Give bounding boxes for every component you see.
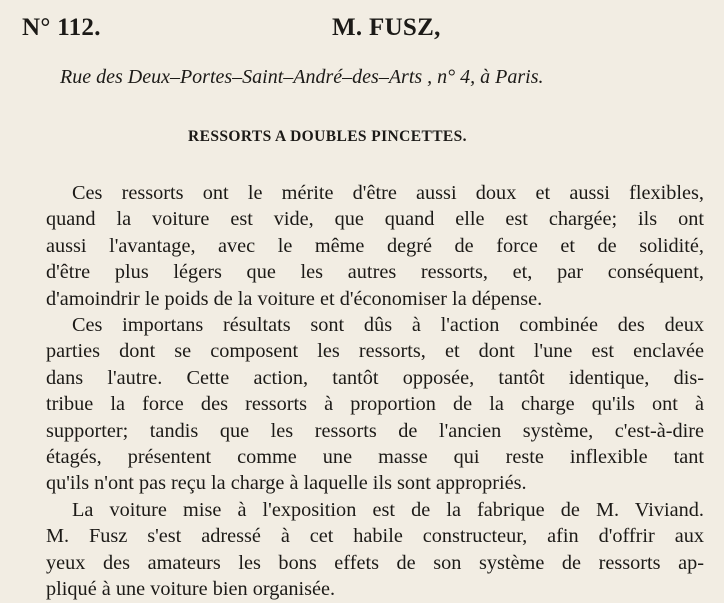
text-line: M. Fusz s'est adressé à cet habile constructeur, afin d'offrir aux xyxy=(46,525,704,548)
section-title: RESSORTS A DOUBLES PINCETTES. xyxy=(188,128,467,145)
text-line: étagés, présentent comme une masse qui reste inflexible tant xyxy=(46,446,704,469)
text-line: Ces ressorts ont le mérite d'être aussi doux et aussi flexibles, xyxy=(72,182,704,204)
text-line: parties dont se composent les ressorts, et dont l'une est enclavée xyxy=(46,340,704,363)
paragraph-2 xyxy=(20,312,704,497)
article-body xyxy=(20,180,704,603)
paragraph-1 xyxy=(20,180,704,312)
text-line: tribue la force des ressorts à proportion de la charge qu'ils ont à xyxy=(46,393,704,416)
text-line: pliqué à une voiture bien organisée. xyxy=(46,578,336,601)
text-line: yeux des amateurs les bons effets de son système de ressorts ap- xyxy=(46,551,704,574)
text-line: Ces importans résultats sont dûs à l'action combinée des deux xyxy=(72,314,704,337)
exhibitor-name: M. FUSZ, xyxy=(332,14,441,41)
entry-number: N° 112. xyxy=(22,14,101,41)
text-line: aussi l'avantage, avec le même degré de force et de solidité, xyxy=(46,234,704,257)
text-line: La voiture mise à l'exposition est de la fabrique de M. Viviand. xyxy=(72,498,704,521)
text-line: d'amoindrir le poids de la voiture et d'économiser la dépense. xyxy=(46,287,543,310)
entry-header xyxy=(22,14,706,44)
text-line: d'être plus légers que les autres ressorts, et, par conséquent, xyxy=(46,261,704,284)
text-line: quand la voiture est vide, que quand elle est chargée; ils ont xyxy=(46,208,704,231)
text-line: supporter; tandis que les ressorts de l'ancien système, c'est-à-dire xyxy=(46,419,704,442)
text-line: dans l'autre. Cette action, tantôt opposée, tantôt identique, dis- xyxy=(46,366,704,389)
exhibitor-address: Rue des Deux–Portes–Saint–André–des–Arts , n° 4, à Paris. xyxy=(60,66,544,88)
text-line: qu'ils n'ont pas reçu la charge à laquelle ils sont appropriés. xyxy=(46,472,527,495)
paragraph-3 xyxy=(20,497,704,603)
